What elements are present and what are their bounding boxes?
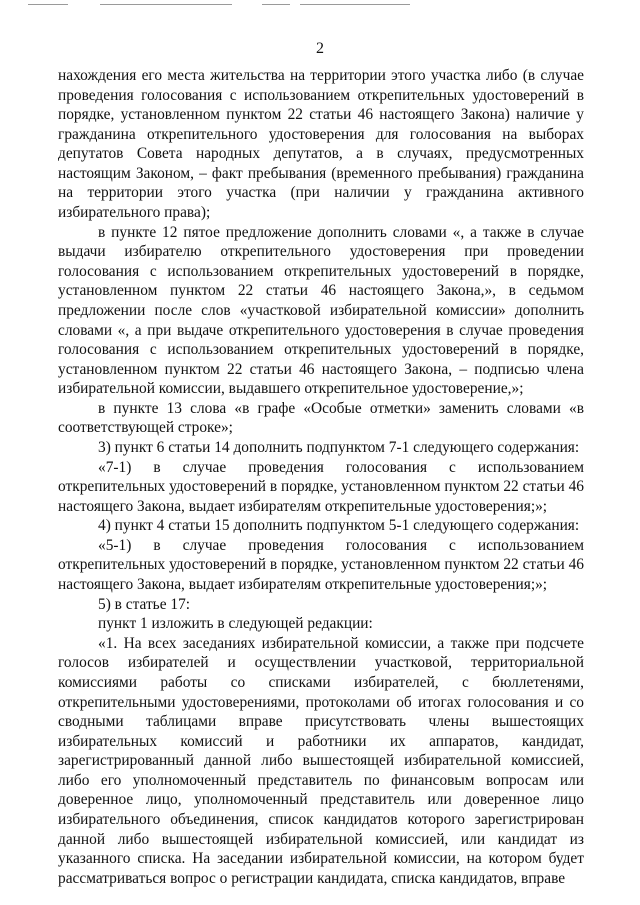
- paragraph: «1. На всех заседаниях избирательной комиссии, а также при подсчете голосов избирателей и осуществлении участковой, территориальной комиссиями работы со списками избирателей, с бюллетенями, открепительными удостоверениями, протоколами об итогах голосования и со сводными таблицами вправе присутствовать члены вышестоящих избирательных комиссий и работники их аппаратов, кандидат, зарегистрированный данной либо вышестоящей избирательной комиссией, либо его уполномоченный представитель по финансовым вопросам или доверенное лицо, уполномоченный представитель или доверенное лицо избирательного объединения, список кандидатов которого зарегистрирован данной либо вышестоящей избирательной комиссией, или кандидат из указанного списка. На заседании избирательной комиссии, на котором будет рассматриваться вопрос о регистрации кандидата, списка кандидатов, вправе: [58, 634, 584, 887]
- paragraph: 5) в статье 17:: [98, 595, 191, 613]
- scan-edge-line: [100, 4, 232, 5]
- scan-edge-line: [28, 4, 68, 5]
- paragraph: «7-1) в случае проведения голосования с использованием открепительных удостоверений в порядке, установленном пунктом 22 статьи 46 настоящего Закона, выдает избирателям открепительные удостоверения;»;: [58, 458, 584, 515]
- paragraph: нахождения его места жительства на территории этого участка либо (в случае проведения голосования с использованием открепительных удостоверений в порядке, установленном пунктом 22 статьи 46 настоящего Закона) наличие у гражданина открепительного удостоверения для голосования на выборах депутатов Совета народных депутатов, а в случаях, предусмотренных настоящим Законом, – факт пребывания (временного пребывания) гражданина на территории этого участка (при наличии у гражданина активного избирательного права);: [58, 67, 584, 222]
- scan-edge-line: [300, 4, 410, 5]
- document-body: [58, 66, 584, 888]
- paragraph: 3) пункт 6 статьи 14 дополнить подпунктом 7-1 следующего содержания:: [98, 438, 580, 456]
- paragraph: «5-1) в случае проведения голосования с использованием открепительных удостоверений в порядке, установленном пунктом 22 статьи 46 настоящего Закона, выдает избирателям открепительные удостоверения;»;: [58, 536, 584, 594]
- paragraph: в пункте 13 слова «в графе «Особые отметки» заменить словами «в соответствующей строке»;: [58, 399, 584, 437]
- paragraph: в пункте 12 пятое предложение дополнить словами «, а также в случае выдачи избирателю открепительного удостоверения при проведении голосования с использованием открепительных удостоверений в порядке, установленном пунктом 22 статьи 46 настоящего Закона,», в седьмом предложении после слов «участковой избирательной комиссии» дополнить словами «, а при выдаче открепительного удостоверения в случае проведения голосования с использованием открепительных удостоверений в порядке, установленном пунктом 22 статьи 46 настоящего Закона, – подписью члена избирательной комиссии, выдавшего открепительное удостоверение,»;: [58, 223, 584, 398]
- page-number: 2: [316, 40, 324, 57]
- paragraph: 4) пункт 4 статьи 15 дополнить подпунктом 5-1 следующего содержания:: [98, 517, 580, 535]
- scan-edge-line: [262, 4, 290, 5]
- paragraph: пункт 1 изложить в следующей редакции:: [98, 615, 373, 633]
